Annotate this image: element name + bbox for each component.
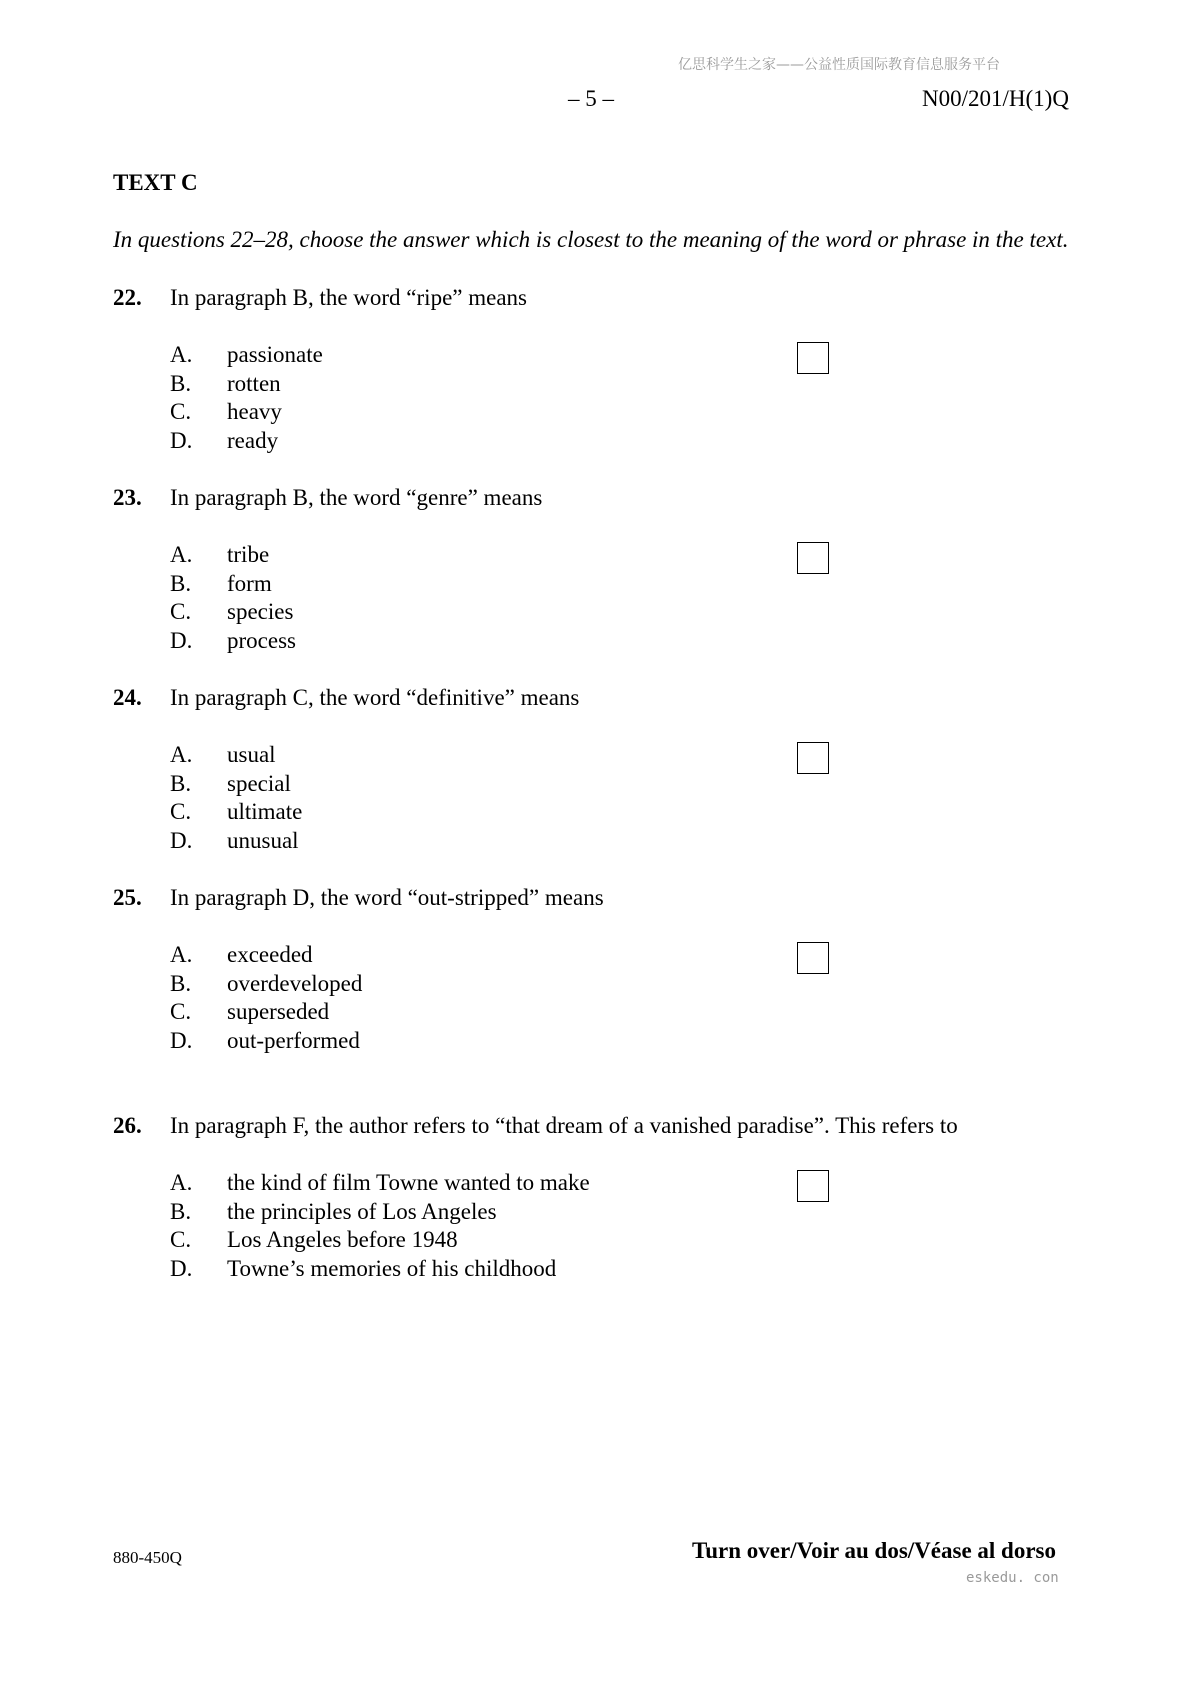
question-number: 26. <box>113 1113 142 1138</box>
option-letter: D. <box>170 1255 193 1281</box>
option-text: out-performed <box>227 1027 360 1053</box>
option-letter: A. <box>170 742 193 767</box>
option-letter: C. <box>170 399 192 424</box>
option-text: superseded <box>227 999 330 1024</box>
answer-box-23[interactable] <box>797 542 829 574</box>
footer-watermark: eskedu. con <box>966 1570 1059 1586</box>
question-text: In paragraph D, the word “out-stripped” means <box>170 885 604 910</box>
option-text: special <box>227 770 291 796</box>
option-text: passionate <box>227 342 323 367</box>
question-text: In paragraph B, the word “ripe” means <box>170 285 527 310</box>
question-number: 24. <box>113 685 142 710</box>
question-text: In paragraph B, the word “genre” means <box>170 485 543 510</box>
answer-box-25[interactable] <box>797 942 829 974</box>
page-number: – 5 – <box>568 86 614 111</box>
option-text: unusual <box>227 827 299 853</box>
section-title: TEXT C <box>113 170 198 195</box>
option-letter: D. <box>170 427 193 453</box>
option-text: overdeveloped <box>227 970 363 996</box>
option-text: the kind of film Towne wanted to make <box>227 1170 590 1195</box>
option-letter: B. <box>170 370 192 396</box>
question-number: 25. <box>113 885 142 910</box>
option-letter: B. <box>170 770 192 796</box>
option-letter: C. <box>170 799 192 824</box>
option-text: form <box>227 570 272 596</box>
option-letter: C. <box>170 1227 192 1252</box>
section-instructions: In questions 22–28, choose the answer which is closest to the meaning of the word or phrase in the text. <box>113 227 1069 252</box>
option-letter: D. <box>170 627 193 653</box>
option-letter: D. <box>170 827 193 853</box>
option-text: usual <box>227 742 276 767</box>
header-watermark: 亿思科学生之家——公益性质国际教育信息服务平台 <box>678 57 1000 73</box>
option-letter: B. <box>170 970 192 996</box>
option-text: heavy <box>227 399 282 424</box>
option-letter: B. <box>170 1198 192 1224</box>
option-letter: D. <box>170 1027 193 1053</box>
option-letter: A. <box>170 542 193 567</box>
option-text: Los Angeles before 1948 <box>227 1227 458 1252</box>
option-letter: B. <box>170 570 192 596</box>
answer-box-22[interactable] <box>797 342 829 374</box>
option-text: process <box>227 627 296 653</box>
option-letter: C. <box>170 599 192 624</box>
turn-over-note: Turn over/Voir au dos/Véase al dorso <box>692 1538 1057 1563</box>
option-text: ultimate <box>227 799 303 824</box>
question-number: 23. <box>113 485 142 510</box>
option-text: tribe <box>227 542 270 567</box>
option-text: exceeded <box>227 942 313 967</box>
question-text: In paragraph C, the word “definitive” means <box>170 685 580 710</box>
answer-box-24[interactable] <box>797 742 829 774</box>
option-text: Towne’s memories of his childhood <box>227 1255 557 1281</box>
option-letter: A. <box>170 942 193 967</box>
option-letter: A. <box>170 1170 193 1195</box>
option-text: rotten <box>227 370 281 396</box>
option-text: species <box>227 599 294 624</box>
option-text: the principles of Los Angeles <box>227 1198 497 1224</box>
option-letter: C. <box>170 999 192 1024</box>
footer-code: 880-450Q <box>113 1548 182 1567</box>
paper-code: N00/201/H(1)Q <box>922 86 1069 111</box>
option-letter: A. <box>170 342 193 367</box>
option-text: ready <box>227 427 279 453</box>
question-number: 22. <box>113 285 142 310</box>
answer-box-26[interactable] <box>797 1170 829 1202</box>
question-text: In paragraph F, the author refers to “that dream of a vanished paradise”. This refers to <box>170 1113 958 1138</box>
